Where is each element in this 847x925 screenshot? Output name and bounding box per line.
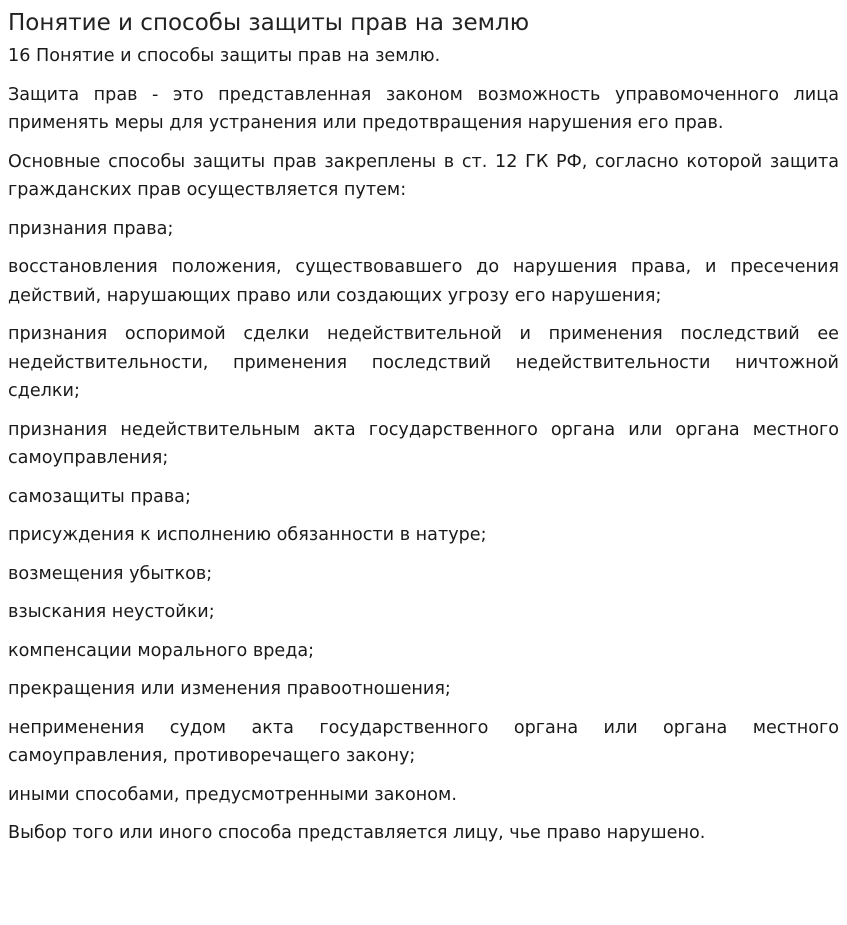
paragraph-heading: 16 Понятие и способы защиты прав на землю. — [8, 46, 441, 66]
list-item: взыскания неустойки; — [8, 602, 215, 622]
list-item: возмещения убытков; — [8, 563, 213, 584]
page-title: Понятие и способы защиты прав на землю — [8, 10, 530, 36]
list-item: признания права; — [8, 218, 174, 239]
list-item: восстановления положения, существовавшего до нарушения права, и пресечения действий, нарушающих право или создающих угрозу его нарушения; — [8, 257, 839, 306]
list-item: компенсации морального вреда; — [8, 640, 315, 661]
list-item: прекращения или изменения правоотношения; — [8, 679, 451, 699]
paragraph-conclusion: Выбор того или иного способа представляется лицу, чье право нарушено. — [8, 823, 706, 843]
list-item: самозащиты права; — [8, 486, 191, 507]
list-item: иными способами, предусмотренными законом. — [8, 784, 457, 805]
list-item: признания недействительным акта государственного органа или органа местного самоуправления; — [8, 419, 839, 468]
list-item: неприменения судом акта государственного органа или органа местного самоуправления, противоречащего закону; — [8, 717, 839, 766]
list-item: присуждения к исполнению обязанности в натуре; — [8, 525, 487, 545]
document-body — [8, 42, 839, 848]
list-item: признания оспоримой сделки недействительной и применения последствий ее недействительности, применения последствий недействительности ничтожной сделки; — [8, 324, 839, 401]
paragraph-definition: Защита прав - это представленная законом возможность управомоченного лица применять меры для устранения или предотвращения нарушения его прав. — [8, 84, 839, 133]
paragraph-intro: Основные способы защиты прав закреплены в ст. 12 ГК РФ, согласно которой защита гражданских прав осуществляется путем: — [8, 151, 839, 200]
